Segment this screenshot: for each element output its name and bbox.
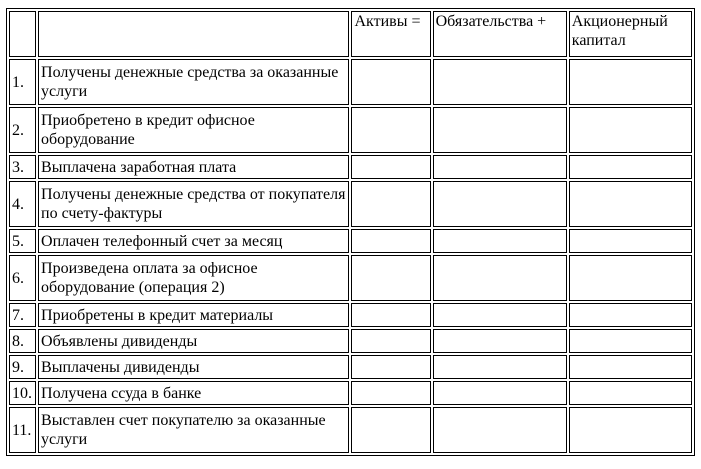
equity-cell <box>569 229 692 253</box>
assets-cell <box>351 355 430 379</box>
document-page <box>6 8 695 456</box>
header-number-cell <box>9 11 36 57</box>
row-description: Выставлен счет покупателю за оказанные услуги <box>38 407 349 453</box>
equity-cell <box>569 407 692 453</box>
row-number: 9. <box>9 355 36 379</box>
table-row <box>9 181 692 227</box>
table-row <box>9 355 692 379</box>
assets-cell <box>351 255 430 301</box>
row-number: 5. <box>9 229 36 253</box>
row-description: Объявлены дивиденды <box>38 329 349 353</box>
assets-cell <box>351 181 430 227</box>
table-row <box>9 155 692 179</box>
row-number: 7. <box>9 303 36 327</box>
liabilities-cell <box>433 407 567 453</box>
row-description: Выплачена заработная плата <box>38 155 349 179</box>
equity-cell <box>569 329 692 353</box>
assets-cell <box>351 107 430 153</box>
table-row <box>9 107 692 153</box>
row-description: Приобретены в кредит материалы <box>38 303 349 327</box>
liabilities-cell <box>433 59 567 105</box>
header-liabilities: Обязательства + <box>433 11 567 57</box>
row-number: 8. <box>9 329 36 353</box>
header-equity: Акционерный капитал <box>569 11 692 57</box>
liabilities-cell <box>433 229 567 253</box>
row-description: Оплачен телефонный счет за месяц <box>38 229 349 253</box>
equity-cell <box>569 355 692 379</box>
assets-cell <box>351 229 430 253</box>
liabilities-cell <box>433 381 567 405</box>
row-number: 3. <box>9 155 36 179</box>
row-number: 11. <box>9 407 36 453</box>
table-row <box>9 303 692 327</box>
liabilities-cell <box>433 303 567 327</box>
equity-cell <box>569 381 692 405</box>
equity-cell <box>569 59 692 105</box>
table-row <box>9 255 692 301</box>
row-number: 10. <box>9 381 36 405</box>
table-row <box>9 381 692 405</box>
assets-cell <box>351 155 430 179</box>
header-row <box>9 11 692 57</box>
equity-cell <box>569 303 692 327</box>
header-description-cell <box>38 11 349 57</box>
row-description: Получены денежные средства за оказанные услуги <box>38 59 349 105</box>
equity-cell <box>569 255 692 301</box>
table-row <box>9 59 692 105</box>
assets-cell <box>351 407 430 453</box>
row-description: Получены денежные средства от покупателя по счету-фактуры <box>38 181 349 227</box>
table-row <box>9 329 692 353</box>
liabilities-cell <box>433 255 567 301</box>
header-assets: Активы = <box>351 11 430 57</box>
row-number: 2. <box>9 107 36 153</box>
liabilities-cell <box>433 107 567 153</box>
assets-cell <box>351 59 430 105</box>
table-row <box>9 229 692 253</box>
table-row <box>9 407 692 453</box>
row-description: Приобретено в кредит офисное оборудование <box>38 107 349 153</box>
row-number: 4. <box>9 181 36 227</box>
row-description: Выплачены дивиденды <box>38 355 349 379</box>
liabilities-cell <box>433 355 567 379</box>
row-description: Получена ссуда в банке <box>38 381 349 405</box>
row-description: Произведена оплата за офисное оборудование (операция 2) <box>38 255 349 301</box>
row-number: 1. <box>9 59 36 105</box>
equity-cell <box>569 155 692 179</box>
equity-cell <box>569 107 692 153</box>
assets-cell <box>351 381 430 405</box>
row-number: 6. <box>9 255 36 301</box>
assets-cell <box>351 329 430 353</box>
assets-cell <box>351 303 430 327</box>
accounting-equation-table <box>6 8 695 456</box>
equity-cell <box>569 181 692 227</box>
liabilities-cell <box>433 181 567 227</box>
liabilities-cell <box>433 155 567 179</box>
liabilities-cell <box>433 329 567 353</box>
